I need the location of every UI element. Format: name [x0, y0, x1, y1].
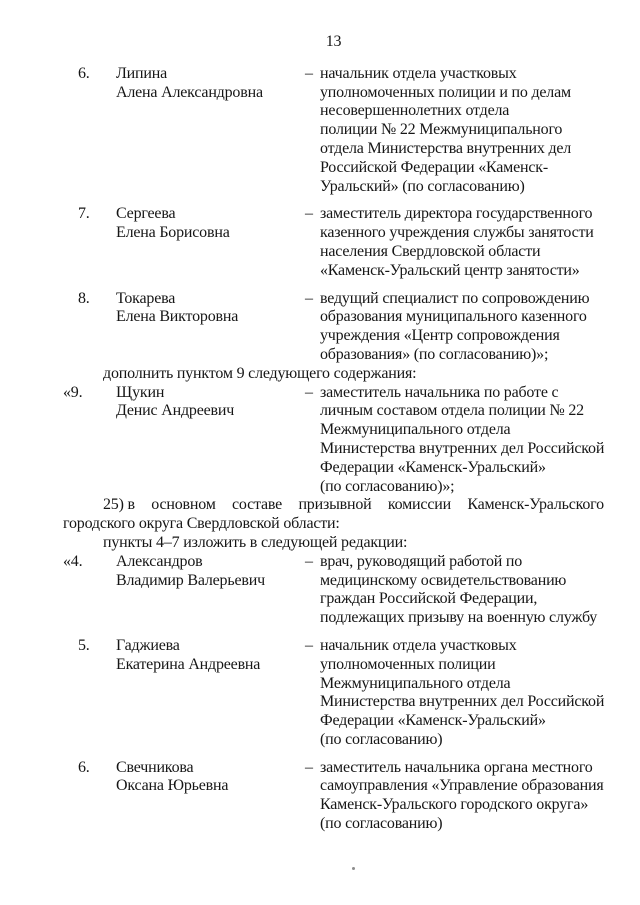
entry-description-line: населения Свердловской области	[320, 242, 541, 260]
entry-name-line: Свечникова	[116, 758, 194, 776]
entry-name-line: Елена Борисовна	[116, 224, 230, 242]
entry-name-line: Гаджиева	[116, 636, 180, 654]
entry-name-line: Екатерина Андреевна	[116, 655, 261, 673]
word: составе	[232, 496, 283, 514]
entry-name	[116, 384, 305, 422]
entry-description-line: Федерации «Каменск-Уральский»	[320, 458, 546, 476]
entry-name-line: Елена Викторовна	[116, 308, 239, 326]
scan-artifact-dot	[352, 867, 355, 870]
entry-name-line: Оксана Юрьевна	[116, 777, 229, 795]
entry-description-line: Министерства внутренних дел Российской	[320, 693, 605, 711]
paragraph: пункты 4–7 изложить в следующей редакции:	[103, 533, 408, 551]
entry-name	[116, 637, 305, 675]
entry-description-line: начальник отдела участковых	[320, 636, 517, 654]
entry-description-line: заместитель начальника по работе с	[320, 383, 559, 401]
entry-description-line: заместитель директора государственного	[320, 205, 593, 223]
entry-description-line: уполномоченных полиции	[320, 655, 496, 673]
entry-description-line: Министерства внутренних дел Российской	[320, 439, 605, 457]
entry-description-line: (по согласованию)»;	[320, 477, 455, 495]
entry-dash: –	[305, 758, 313, 776]
entry-dash: –	[305, 205, 313, 223]
entry-name-line: Владимир Валерьевич	[116, 571, 265, 589]
entry-description-line: граждан Российской Федерации,	[320, 590, 538, 608]
entry-number: «4.	[63, 552, 83, 570]
entry-number: 5.	[78, 636, 90, 654]
entry-name-line: Алена Александровна	[116, 83, 263, 101]
list-entry	[63, 759, 604, 834]
entry-dash: –	[305, 383, 313, 401]
entry-name-line: Денис Андреевич	[116, 402, 235, 420]
word: Каменск-Уральского	[467, 496, 604, 514]
entry-description	[320, 65, 604, 197]
entry-dash: –	[305, 636, 313, 654]
entry-description-line: подлежащих призыву на военную службу	[320, 609, 598, 627]
entry-description-line: Уральский» (по согласованию)	[320, 177, 525, 195]
entry-name-line: Сергеева	[116, 205, 176, 223]
list-entry	[63, 384, 604, 497]
entry-number: 6.	[78, 64, 90, 82]
entry-description-line: начальник отдела участковых	[320, 64, 517, 82]
entry-description-line: образования» (по согласованию)»;	[320, 345, 549, 363]
entry-dash: –	[305, 64, 313, 82]
paragraph: дополнить пунктом 9 следующего содержания:	[103, 364, 417, 382]
list-entry	[63, 637, 604, 750]
entry-description-line: врач, руководящий работой по	[320, 552, 523, 570]
entry-name-line: Липина	[116, 64, 168, 82]
list-entry	[63, 65, 604, 197]
entry-description	[320, 553, 604, 628]
entry-description-line: учреждения «Центр сопровождения	[320, 327, 560, 345]
word: основном	[151, 496, 216, 514]
paragraph-line: городского округа Свердловской области:	[63, 515, 340, 533]
word: комиссии	[387, 496, 451, 514]
entry-description	[320, 384, 604, 497]
entry-number: 7.	[78, 205, 90, 223]
entry-name	[116, 205, 305, 243]
entry-description-line: образования муниципального казенного	[320, 308, 587, 326]
entry-description-line: уполномоченных полиции и по делам	[320, 83, 571, 101]
page-number: 13	[325, 33, 342, 50]
entry-description-line: медицинскому освидетельствованию	[320, 571, 567, 589]
entry-description-line: несовершеннолетних отдела	[320, 102, 510, 120]
document-content	[63, 33, 604, 834]
entry-name-line: Токарева	[116, 289, 176, 307]
entry-description-line: полиции № 22 Межмуниципального	[320, 121, 563, 139]
entry-description-line: казенного учреждения службы занятости	[320, 224, 594, 242]
entry-description-line: «Каменск-Уральский центр занятости»	[320, 261, 580, 279]
entry-number: 6.	[78, 758, 90, 776]
entry-number: 8.	[78, 289, 90, 307]
entry-name-line: Щукин	[116, 383, 165, 401]
entry-description-line: Межмуниципального отдела	[320, 421, 511, 439]
entry-description-line: заместитель начальника органа местного	[320, 758, 593, 776]
entry-description-line: отдела Министерства внутренних дел	[320, 139, 572, 157]
word: призывной	[298, 496, 372, 514]
entry-description-line: Каменск-Уральского городского округа»	[320, 796, 589, 814]
entry-dash: –	[305, 289, 313, 307]
entry-name	[116, 290, 305, 328]
list-entry	[63, 553, 604, 628]
entry-dash: –	[305, 552, 313, 570]
entry-name	[116, 553, 305, 591]
entry-number: «9.	[63, 383, 83, 401]
entry-description-line: Российской Федерации «Каменск-	[320, 158, 548, 176]
entry-name	[116, 759, 305, 797]
entry-description-line: Федерации «Каменск-Уральский»	[320, 712, 546, 730]
list-entry	[63, 290, 604, 365]
entry-description-line: (по согласованию)	[320, 815, 443, 833]
entry-description-line: ведущий специалист по сопровождению	[320, 289, 590, 307]
entry-description-line: личным составом отдела полиции № 22	[320, 402, 584, 420]
entry-description-line: Межмуниципального отдела	[320, 674, 511, 692]
justified-line	[63, 496, 604, 515]
word: 25) в	[103, 496, 135, 514]
entry-description	[320, 759, 604, 834]
entry-description-line: самоуправления «Управление образования	[320, 777, 604, 795]
entry-description	[320, 205, 604, 280]
entry-description	[320, 290, 604, 365]
paragraph-justified	[63, 496, 604, 534]
entry-name-line: Александров	[116, 552, 203, 570]
entry-description-line: (по согласованию)	[320, 730, 443, 748]
entry-description	[320, 637, 604, 750]
entry-name	[116, 65, 305, 103]
list-entry	[63, 205, 604, 280]
